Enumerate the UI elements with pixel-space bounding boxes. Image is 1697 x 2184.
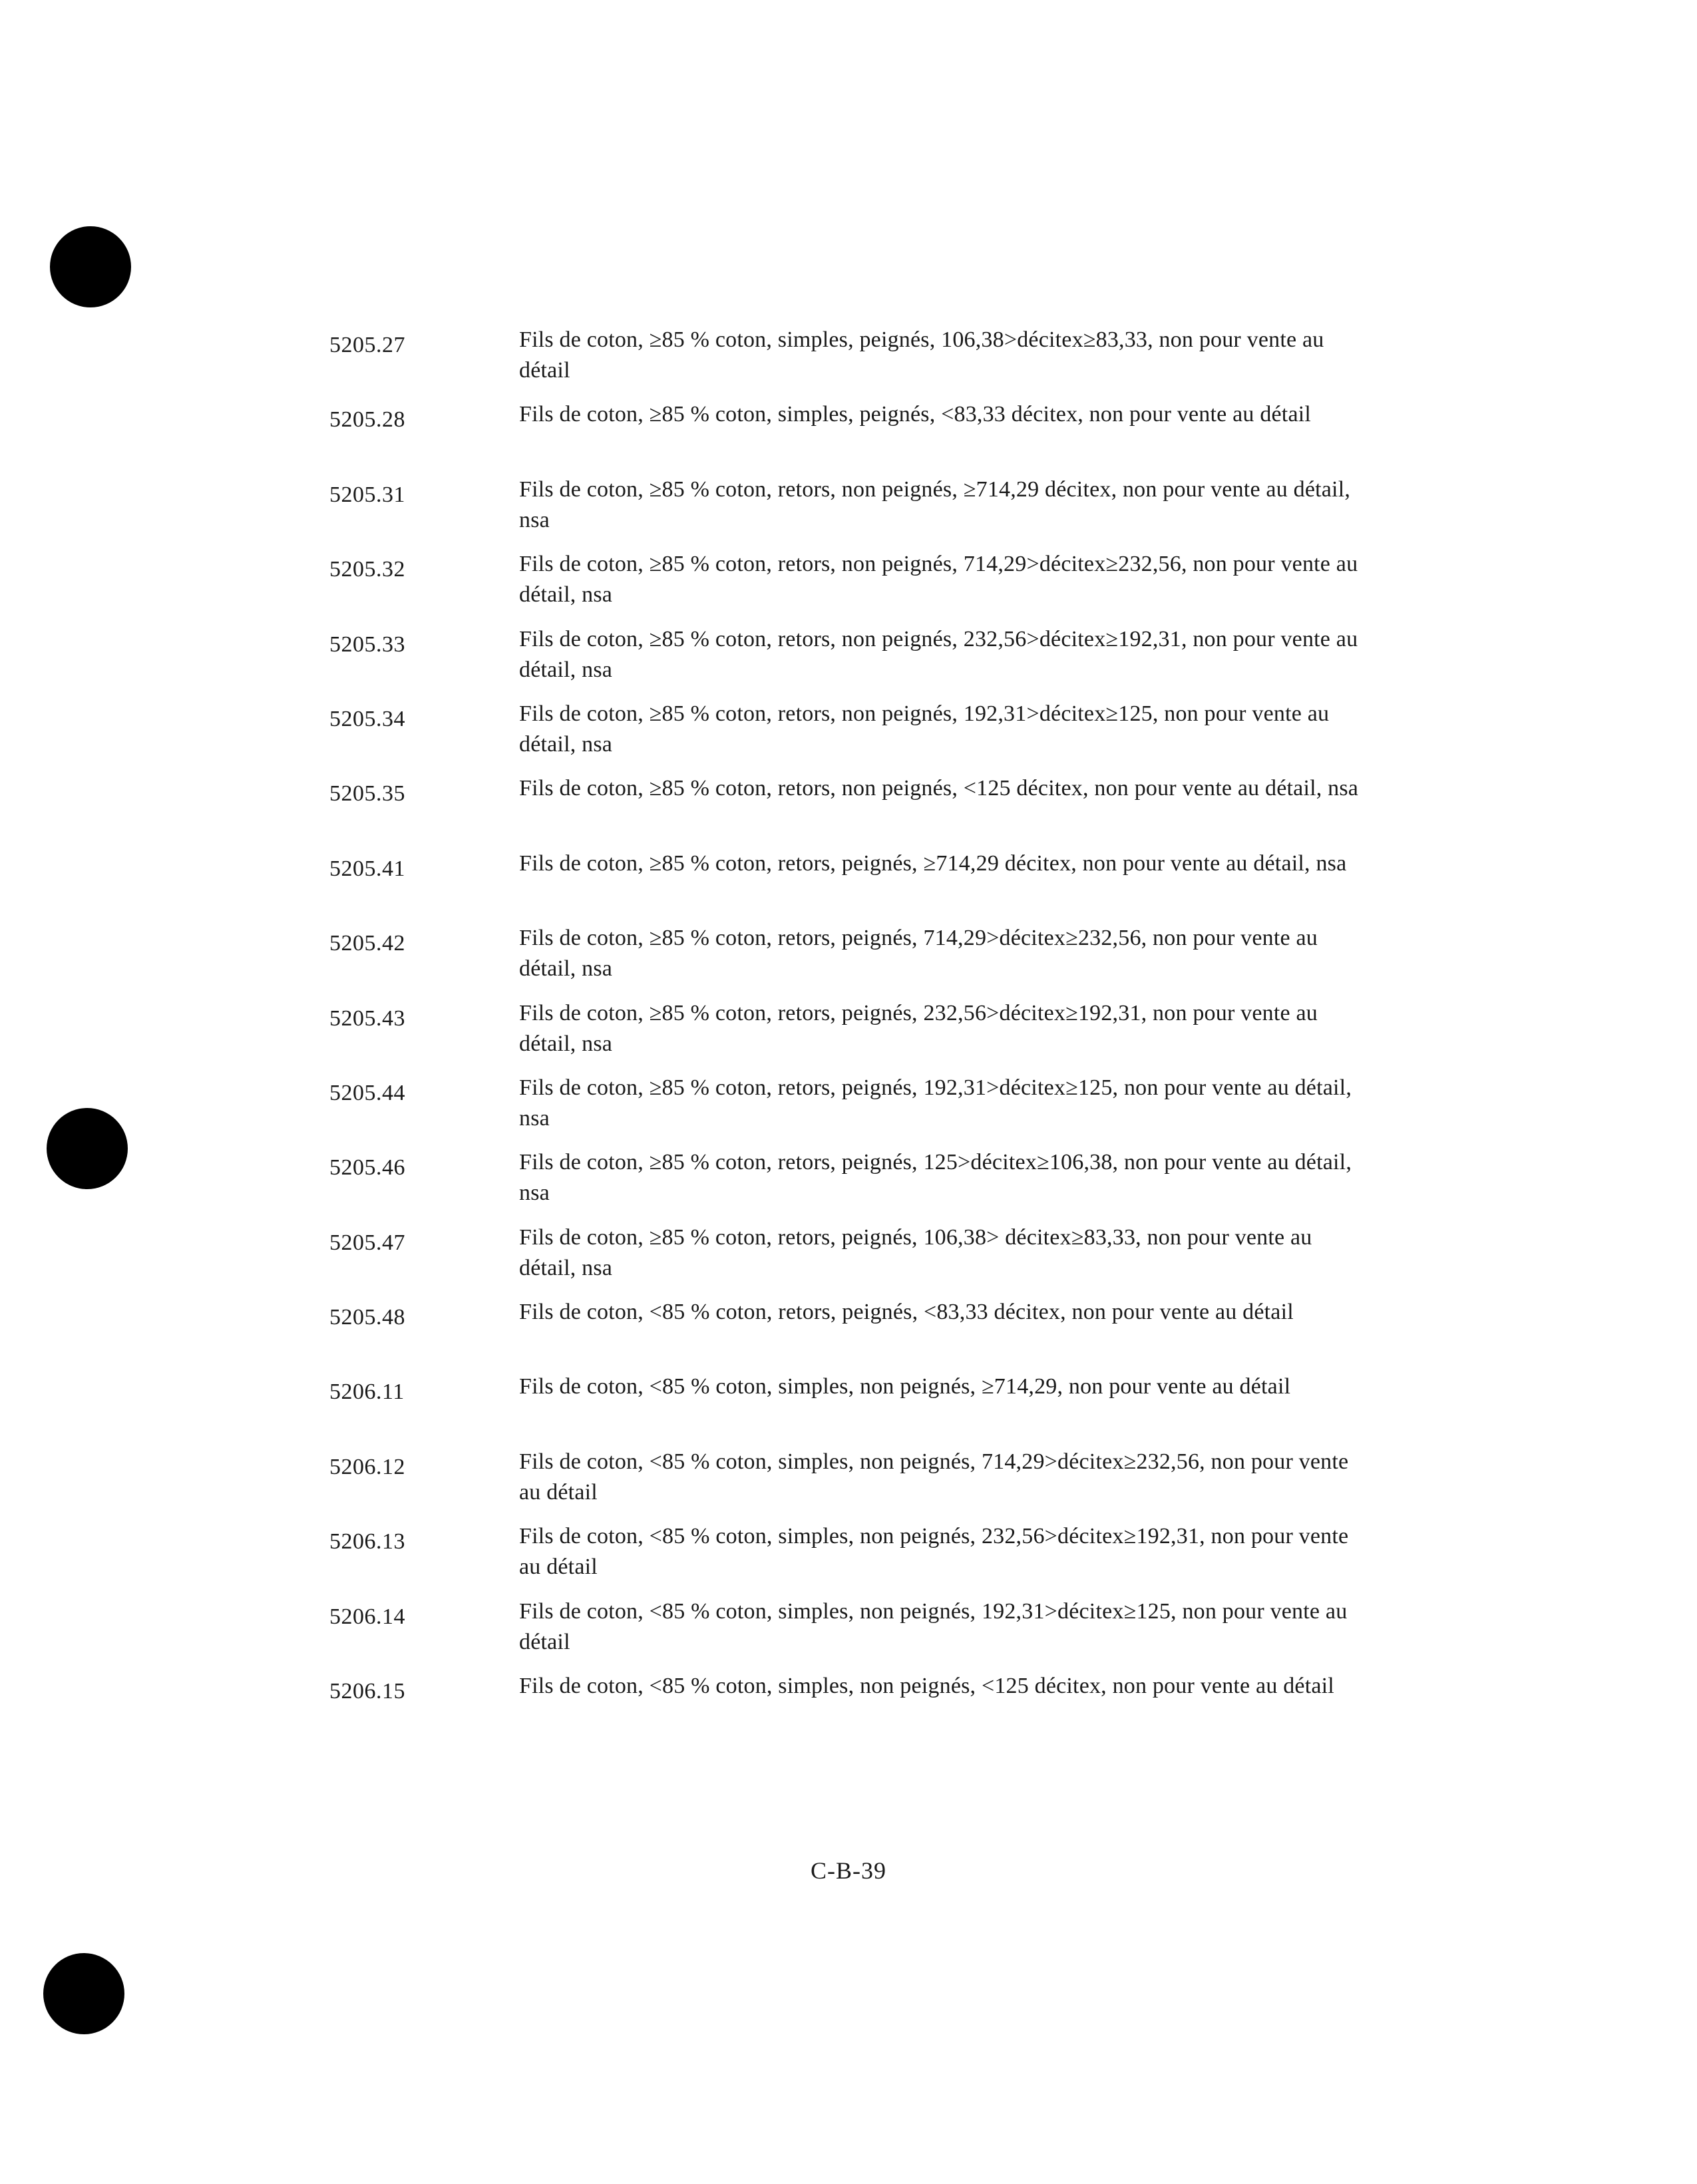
tariff-row [329,325,1394,399]
tariff-code: 5205.31 [329,482,405,507]
tariff-row [329,1222,1394,1297]
tariff-description: Fils de coton, ≥85 % coton, retors, peignés, 125>décitex≥106,38, non pour vente au détail, nsa [519,1150,1352,1206]
tariff-code: 5205.27 [329,333,405,357]
page-number: C-B-39 [811,1857,886,1884]
tariff-row [329,773,1394,848]
tariff-description: Fils de coton, <85 % coton, simples, non peignés, 192,31>décitex≥125, non pour vente au détail [519,1598,1348,1654]
tariff-description: Fils de coton, ≥85 % coton, retors, peignés, 106,38> décitex≥83,33, non pour vente au détail, nsa [519,1224,1312,1280]
tariff-row [329,1371,1394,1446]
tariff-row [329,1521,1394,1596]
tariff-code: 5205.34 [329,706,405,731]
punch-hole-bottom [43,1953,124,2034]
tariff-code: 5205.44 [329,1080,405,1105]
tariff-description: Fils de coton, ≥85 % coton, simples, peignés, 106,38>décitex≥83,33, non pour vente au détail [519,327,1324,383]
tariff-description: Fils de coton, ≥85 % coton, retors, non peignés, 192,31>décitex≥125, non pour vente au détail, nsa [519,701,1330,757]
tariff-code: 5205.35 [329,781,405,807]
punch-hole-top [50,226,131,307]
tariff-row [329,474,1394,549]
tariff-code: 5205.46 [329,1155,405,1181]
tariff-row [329,1073,1394,1147]
tariff-code: 5206.13 [329,1529,405,1554]
tariff-description: Fils de coton, ≥85 % coton, retors, non peignés, ≥714,29 décitex, non pour vente au détail, nsa [519,476,1351,532]
tariff-code: 5206.11 [329,1379,405,1405]
punch-hole-middle [47,1108,128,1189]
tariff-code: 5205.28 [329,407,405,433]
tariff-code: 5205.43 [329,1005,405,1031]
tariff-description: Fils de coton, ≥85 % coton, retors, peignés, 714,29>décitex≥232,56, non pour vente au détail, nsa [519,926,1318,982]
tariff-row [329,1297,1394,1371]
tariff-row [329,549,1394,624]
tariff-row [329,1147,1394,1222]
tariff-description: Fils de coton, ≥85 % coton, retors, peignés, ≥714,29 décitex, non pour vente au détail, nsa [519,850,1347,876]
tariff-row [329,399,1394,474]
tariff-description: Fils de coton, ≥85 % coton, retors, non peignés, 232,56>décitex≥192,31, non pour vente au détail, nsa [519,626,1358,682]
tariff-description: Fils de coton, <85 % coton, simples, non peignés, 714,29>décitex≥232,56, non pour vente au détail [519,1449,1349,1505]
tariff-code: 5205.48 [329,1305,405,1330]
tariff-row [329,923,1394,998]
tariff-description: Fils de coton, <85 % coton, simples, non peignés, <125 décitex, non pour vente au détail [519,1674,1334,1699]
tariff-description: Fils de coton, ≥85 % coton, retors, peignés, 232,56>décitex≥192,31, non pour vente au détail, nsa [519,1000,1318,1056]
tariff-row [329,1596,1394,1671]
tariff-description: Fils de coton, <85 % coton, simples, non peignés, ≥714,29, non pour vente au détail [519,1374,1291,1399]
tariff-description: Fils de coton, ≥85 % coton, retors, non peignés, <125 décitex, non pour vente au détail, nsa [519,776,1359,801]
tariff-code: 5205.32 [329,557,405,582]
tariff-description: Fils de coton, <85 % coton, retors, peignés, <83,33 décitex, non pour vente au détail [519,1300,1294,1325]
tariff-description: Fils de coton, ≥85 % coton, simples, peignés, <83,33 décitex, non pour vente au détail [519,402,1312,427]
tariff-row [329,848,1394,923]
tariff-list [329,325,1394,1745]
tariff-code: 5205.42 [329,931,405,956]
tariff-row [329,624,1394,699]
tariff-description: Fils de coton, ≥85 % coton, retors, non peignés, 714,29>décitex≥232,56, non pour vente au détail, nsa [519,552,1358,608]
tariff-row [329,1447,1394,1521]
tariff-description: Fils de coton, <85 % coton, simples, non peignés, 232,56>décitex≥192,31, non pour vente au détail [519,1524,1349,1580]
tariff-code: 5205.47 [329,1230,405,1255]
tariff-row [329,699,1394,773]
tariff-code: 5205.33 [329,632,405,657]
tariff-row [329,1671,1394,1745]
tariff-row [329,998,1394,1073]
tariff-code: 5205.41 [329,856,405,881]
tariff-description: Fils de coton, ≥85 % coton, retors, peignés, 192,31>décitex≥125, non pour vente au détail, nsa [519,1075,1352,1131]
tariff-code: 5206.15 [329,1679,405,1704]
tariff-code: 5206.12 [329,1454,405,1479]
tariff-code: 5206.14 [329,1604,405,1629]
